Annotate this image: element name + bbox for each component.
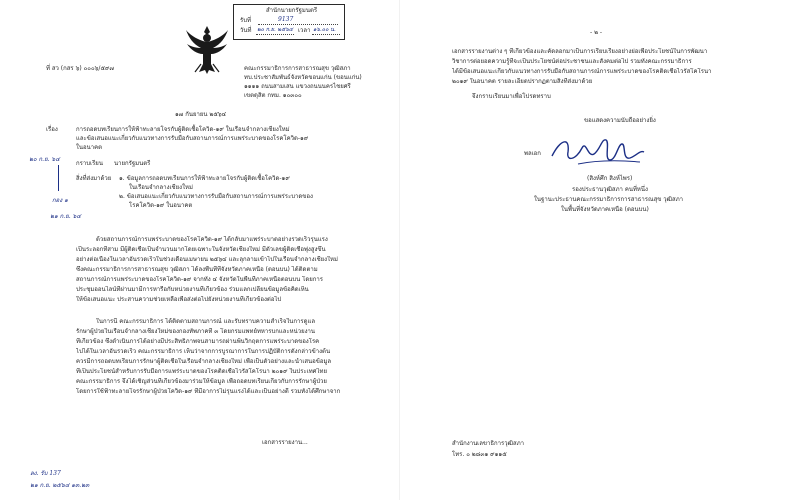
enclosure-label: สิ่งที่ส่งมาด้วย <box>76 175 112 182</box>
para2-line: ไปได้ในเวลาอันรวดเร็ว คณะกรรมาธิการ เห็นว่าจากการบูรณาการในการปฏิบัติการดังกล่าวข้างต้น <box>76 348 331 355</box>
sender-line-2: ทบ.ประชาสัมพันธ์จังหวัดขอนแก่น (ขอนแก่น) <box>244 74 362 81</box>
para2-line: โดยการใช้ฟ้าทะลายโจรรักษาผู้ป่วยโควิด-๑๙ ที่มีอาการไม่รุนแรงได้และเป็นอย่างดี รวมทั้งได้ศึกษาจาก <box>76 388 341 395</box>
stamp-recv-label: รับที่ <box>240 17 251 24</box>
letter-page-2 <box>400 0 800 500</box>
signer-position-2: ในฐานะประธานคณะกรรมาธิการการสาธารณสุข วุฒิสภา <box>534 196 684 203</box>
stamp-time-value: ๑๖.๐๐ น. <box>313 27 336 33</box>
subject-label: เรื่อง <box>46 126 58 133</box>
enclosure-item-2b: โรคโควิด-๑๙ ในอนาคต <box>129 202 193 209</box>
para2-line: ในการนี้ คณะกรรมาธิการ ได้ติดตามสถานการณ์ และรับทราบความสำเร็จในการดูแล <box>96 318 316 325</box>
stamp-recv-no: 9137 <box>278 16 294 23</box>
para1-line: สถานการณ์การแพร่ระบาดของโรคโควิด-๑๙ จากทั้ง ๔ จังหวัดในพื้นที่ภาคเหนือตอนบน โดยการ <box>76 276 324 283</box>
signature-prefix: พลเอก <box>524 150 541 157</box>
margin-note-top: ๒๐ ก.ย. ๖๔ <box>29 156 60 163</box>
footer-org: สำนักงานเลขาธิการวุฒิสภา <box>452 440 525 447</box>
para1-line: เป็นระลอกที่สาม มีผู้ติดเชื้อเป็นจำนวนมากโดยเฉพาะในจังหวัดเชียงใหม่ มีตัวเลขผู้ติดเชื้อพุ่งสูงขึ้น <box>76 246 326 253</box>
para2-line: รักษาผู้ป่วยในเรือนจำกลางเชียงใหม่ของกองทัพภาคที่ ๓ โดยกรมแพทย์ทหารบกและหน่วยงาน <box>76 328 316 335</box>
garuda-emblem-icon <box>185 24 229 76</box>
para2-line: ควรมีการถอดบทเรียนการรักษาผู้ติดเชื้อในเรือนจำกลางเชียงใหม่ เพื่อเป็นตัวอย่างและนำเสนอข้อมูล <box>76 358 332 365</box>
signer-name: (สิงห์ศึก สิงห์ไพร) <box>587 175 633 182</box>
para1-line: ให้ข้อเสนอแนะ ประสานความช่วยเหลือเพื่อส่งต่อไปยังหน่วยงานที่เกี่ยวข้องต่อไป <box>76 296 282 303</box>
para2-line: ที่เป็นประโยชน์สำหรับการรับมือการแพร่ระบาดของโรคติดเชื้อไวรัสโคโรนา ๒๐๑๙ ในประเทศไทย <box>76 368 327 375</box>
page2-line: เอกสารรายงานต่าง ๆ ที่เกี่ยวข้องและคัดลอกมาเป็นการเรียบเรียงอย่างย่อเพื่อประโยชน์ในการพัฒนา <box>452 48 708 55</box>
subject-line-3: ในอนาคต <box>76 144 103 151</box>
sender-line-1: คณะกรรมาธิการการสาธารณสุข วุฒิสภา <box>244 65 351 72</box>
signer-position-1: รองประธานวุฒิสภา คนที่หนึ่ง <box>572 186 648 193</box>
margin-note-mid1: กอง ๑ <box>52 197 68 204</box>
receipt-stamp <box>233 4 345 40</box>
page2-line: ได้มีข้อเสนอแนะเกี่ยวกับแนวทางการรับมือกับสถานการณ์การแพร่ระบาดของโรคติดเชื้อไวรัสโคโรนา <box>452 68 712 75</box>
continued-marker: เอกสารรายงาน... <box>262 439 308 446</box>
para1-line: ซึ่งคณะกรรมาธิการการสาธารณสุข วุฒิสภา ได้ลงพื้นที่ที่จังหวัดภาคเหนือ (ตอนบน) ได้ติดตาม <box>76 266 318 273</box>
stamp-title: สำนักนายกรัฐมนตรี <box>266 7 318 14</box>
para1-line: ด้วยสถานการณ์การแพร่ระบาดของโรคโควิด-๑๙ ได้กลับมาแพร่ระบาดอย่างรวดเร็วรุนแรง <box>96 236 328 243</box>
sender-line-4: เขตดุสิต กทม. ๑๐๓๐๐ <box>244 92 302 99</box>
to-value: นายกรัฐมนตรี <box>114 160 151 167</box>
stamp-date-label: วันที่ <box>240 27 252 34</box>
subject-line-2: และข้อเสนอแนะเกี่ยวกับแนวทางการรับมือกับสถานการณ์การแพร่ระบาดของโรคโควิด-๑๙ <box>76 135 309 142</box>
page2-line: ๒๐๑๙ ในอนาคต รายละเอียดปรากฏตามสิ่งที่ส่งมาด้วย <box>452 78 593 85</box>
para1-line: อย่างต่อเนื่องในเวลาอันรวดเร็วในช่วงเดือนเมษายน ๒๕๖๔ และลุกลามเข้าไปในเรือนจำกลางเชียงใหม่ <box>76 256 338 263</box>
enclosure-item-1b: ในเรือนจำกลางเชียงใหม่ <box>129 184 193 191</box>
page2-line: วิชาการต่อยอดความรู้ที่จะเป็นประโยชน์ต่อประชาชนและสังคมต่อไป รวมทั้งคณะกรรมาธิการ <box>452 58 692 65</box>
para2-line: คณะกรรมาธิการ จึงได้เชิญส่วนที่เกี่ยวข้องมาร่วมให้ข้อมูล เพื่อถอดบทเรียนเกี่ยวกับการรักษาผู้ป่วย <box>76 378 327 385</box>
margin-note-bottom1: ลง. รับ 137 <box>30 470 61 477</box>
footer-tel: โทร. ๐ ๒๘๓๑ ๙๑๑๕ <box>452 451 507 458</box>
para2-line: ที่เกี่ยวข้อง ซึ่งดำเนินการได้อย่างมีประสิทธิภาพจนสามารถผ่านพ้นวิกฤตการแพร่ระบาดของโรค <box>76 338 320 345</box>
signer-position-3: ในพื้นที่จังหวัดภาคเหนือ (ตอนบน) <box>561 206 649 213</box>
margin-note-mid2: ๒๑ ก.ย. ๖๔ <box>50 213 81 220</box>
sender-line-3: ๑๑๑๑ ถนนสามเสน แขวงถนนนครไชยศรี <box>244 83 351 90</box>
stamp-date-value: ๒๐ ก.ย. ๒๕๖๔ <box>257 27 293 33</box>
doc-number: ที่ สว (กสร ๖) ๐๐๐๖/๕๙๗ <box>46 65 114 72</box>
enclosure-item-1: ๑. ข้อมูลการถอดบทเรียนการให้ฟ้าทะลายโจรกับผู้ติดเชื้อโควิด-๑๙ <box>119 175 290 182</box>
page-number: - ๒ - <box>590 29 603 36</box>
respect-line: ขอแสดงความนับถืออย่างยิ่ง <box>584 117 656 124</box>
handwritten-signature-icon <box>548 130 648 170</box>
enclosure-item-2: ๒. ข้อเสนอแนะเกี่ยวกับแนวทางการรับมือกับสถานการณ์การแพร่ระบาดของ <box>119 193 313 200</box>
para1-line: ประชุมออนไลน์ที่ผ่านมามีการหารือกับหน่วยงานที่เกี่ยวข้อง ร่วมแลกเปลี่ยนข้อมูลข้อคิดเห็น <box>76 286 309 293</box>
closing-line: จึงกราบเรียนมาเพื่อโปรดทราบ <box>472 93 551 100</box>
margin-note-bottom2: ๒๑ ก.ย. ๒๕๖๔ ๑๓.๒๓ <box>30 482 90 489</box>
stamp-time-label: เวลา <box>298 27 311 34</box>
to-label: กราบเรียน <box>76 160 103 167</box>
letter-date: ๑๗ กันยายน ๒๕๖๔ <box>175 111 227 118</box>
subject-line-1: การถอดบทเรียนการให้ฟ้าทะลายโจรกับผู้ติดเชื้อโควิด-๑๙ ในเรือนจำกลางเชียงใหม่ <box>76 126 290 133</box>
